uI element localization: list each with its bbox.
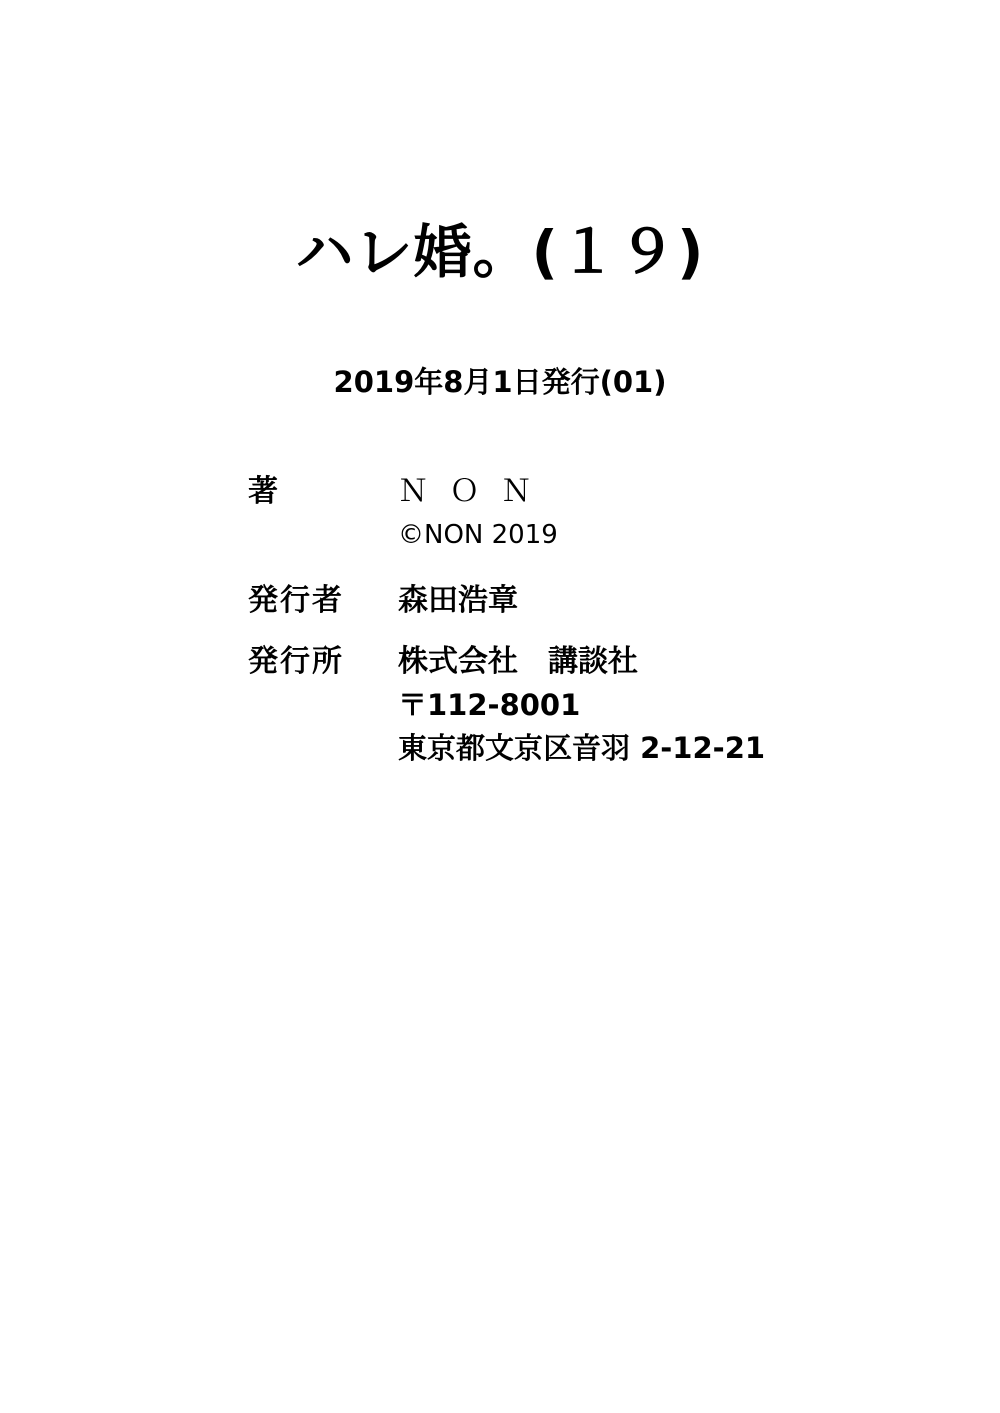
colophon-block [248, 470, 868, 775]
publisher-company-label: 発行所 [248, 644, 344, 679]
author-name: Ｎ Ｏ Ｎ [398, 474, 538, 509]
publisher-address: 東京都文京区音羽 2-12-21 [398, 731, 766, 765]
publisher-company-name: 株式会社 講談社 [398, 644, 638, 679]
page-title: ハレ婚。(１９) [295, 218, 705, 286]
publisher-person-name: 森田浩章 [398, 582, 518, 618]
author-label: 著 [248, 474, 280, 509]
publisher-person-label: 発行者 [248, 582, 344, 618]
colophon-row-publisher-person [248, 579, 868, 623]
colophon-row-author [248, 470, 868, 514]
colophon-row-publisher-company [248, 640, 868, 771]
publication-date: 2019年8月1日発行(01) [333, 365, 667, 399]
publisher-company-details [398, 640, 765, 771]
copyright-notice: ©NON 2019 [398, 519, 558, 550]
publisher-postal-code: 〒112-8001 [398, 687, 581, 722]
